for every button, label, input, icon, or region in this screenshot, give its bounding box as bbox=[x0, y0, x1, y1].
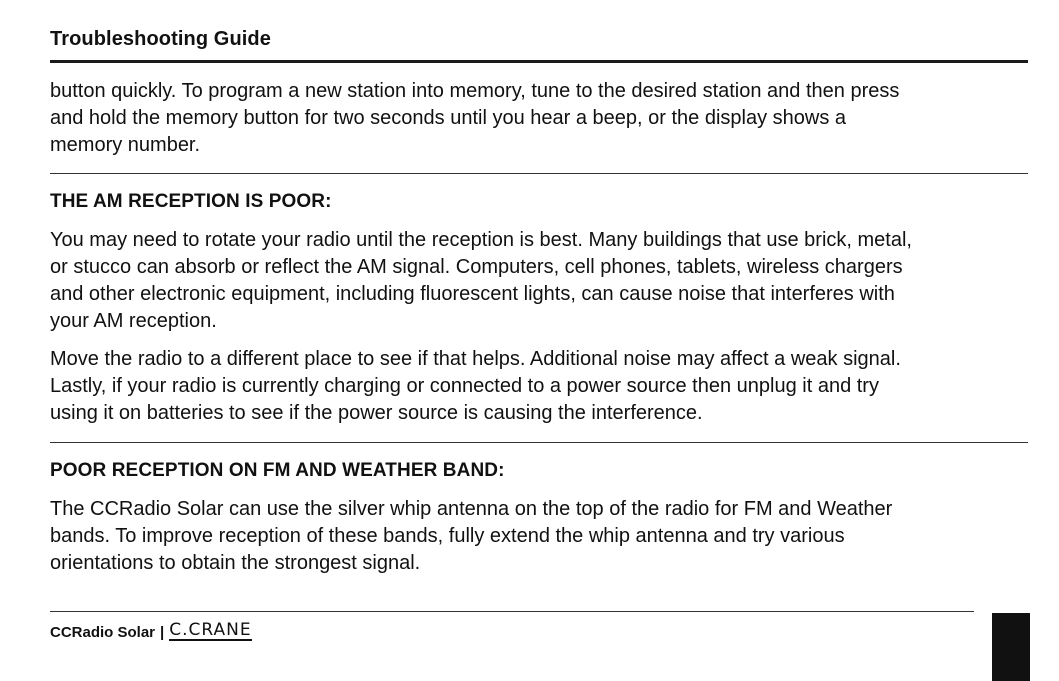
am-paragraph-2 bbox=[50, 346, 1040, 427]
brand-logo: C.CRANE bbox=[169, 620, 252, 640]
section-divider bbox=[50, 173, 1028, 174]
am-paragraph-1 bbox=[50, 227, 1040, 335]
section-divider bbox=[50, 442, 1028, 443]
text-line: and other electronic equipment, including fluorescent lights, can cause noise that interferes with bbox=[50, 283, 895, 305]
text-line: Move the radio to a different place to see if that helps. Additional noise may affect a weak signal. bbox=[50, 348, 901, 370]
text-line: orientations to obtain the strongest signal. bbox=[50, 552, 421, 574]
text-line: your AM reception. bbox=[50, 310, 217, 332]
text-line: You may need to rotate your radio until the reception is best. Many buildings that use brick, metal, bbox=[50, 229, 912, 251]
section-heading-fm-weather: POOR RECEPTION ON FM AND WEATHER BAND: bbox=[50, 460, 505, 481]
text-line: Lastly, if your radio is currently charging or connected to a power source then unplug it and try bbox=[50, 375, 879, 397]
intro-paragraph bbox=[50, 78, 1040, 159]
page-edge-tab bbox=[992, 613, 1030, 681]
footer-divider bbox=[50, 611, 974, 612]
header-divider bbox=[50, 60, 1028, 63]
footer bbox=[50, 620, 252, 641]
fm-paragraph bbox=[50, 496, 1040, 577]
page-title: Troubleshooting Guide bbox=[50, 28, 271, 50]
text-line: button quickly. To program a new station into memory, tune to the desired station and then press bbox=[50, 80, 900, 102]
text-line: memory number. bbox=[50, 134, 201, 156]
text-line: The CCRadio Solar can use the silver whip antenna on the top of the radio for FM and Weather bbox=[50, 498, 893, 520]
text-line: and hold the memory button for two seconds until you hear a beep, or the display shows a bbox=[50, 107, 847, 129]
footer-product-name: CCRadio Solar bbox=[50, 623, 156, 641]
footer-separator: | bbox=[160, 623, 165, 641]
text-line: bands. To improve reception of these bands, fully extend the whip antenna and try various bbox=[50, 525, 845, 547]
section-heading-am-reception: THE AM RECEPTION IS POOR: bbox=[50, 191, 332, 212]
text-line: or stucco can absorb or reflect the AM signal. Computers, cell phones, tablets, wireless chargers bbox=[50, 256, 903, 278]
text-line: using it on batteries to see if the power source is causing the interference. bbox=[50, 402, 703, 424]
